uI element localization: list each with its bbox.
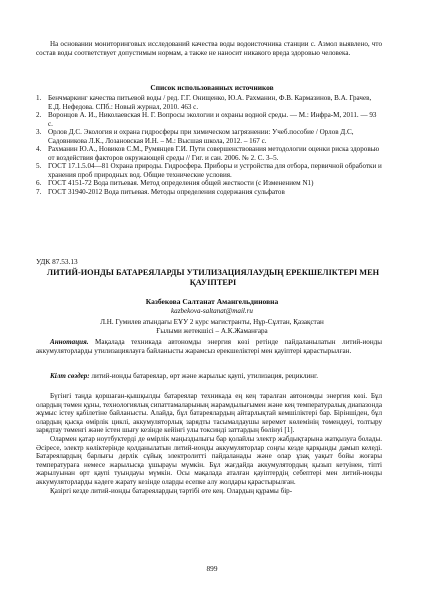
reference-text: Воронцов А. И., Николаевская Н. Г. Вопросы экологии и охраны водной среды. — М.: Инфра-М, 2011. — 93 с. xyxy=(48,111,377,128)
reference-item: 6. ГОСТ 4151-72 Вода питьевая. Метод определения общей жесткости (с Изменением N1) xyxy=(36,179,382,188)
udc-code: УДК 87.53.13 xyxy=(36,257,78,266)
abstract-label: Аннотация. xyxy=(50,338,89,346)
abstract-text: Мақалада техникада автономды энергия көзі ретінде пайдаланылатын литий-ионды аккумуляторларды утилизациялауға байланысты жарамсыз ерекшеліктері мен қауіптері қарастырылған. xyxy=(36,338,382,355)
affiliation-line: Л.Н. Гумилев атындағы ЕҰУ 2 курс магистранты, Нұр-Сұлтан, Қазақстан xyxy=(100,318,324,326)
keywords-paragraph xyxy=(36,372,382,381)
supervisor-line: Ғылыми жетекшісі – А.К.Жаманғара xyxy=(156,326,268,335)
keywords-label: Кілт сөздер: xyxy=(50,372,90,380)
article-title: ЛИТИЙ-ИОНДЫ БАТАРЕЯЛАРДЫ УТИЛИЗАЦИЯЛАУДЫҢ ЕРЕКШЕЛІКТЕРІ МЕН ҚАУІПТЕРІ xyxy=(46,268,380,287)
body-paragraph: Бүгінгі таңда қоршаған-қышқылды батареялар техникада ең кең таралған автономды энергия көзі. Бұл олардың төмен құны, технологиялық сипаттамаларының жарамдылығымен және кең температуралық диапазонда жұмыс істеу қабілетіне байланысты. Алайда, бұл батареялардың айтарлықтай кемшіліктері бар. Біріншіден, бұл олардың қысқа өмірлік циклі, аккумуляторлық зарядты тасымалдаушы керемет көлемінің төмендеуі, толтыру зарядтау төменгі және істен шығу кезінде кейінгі улы токсинді заттардың бөлінуі [1]. xyxy=(36,392,382,435)
reference-text: Бенчмаркинг качества питьевой воды / ред. Г.Г. Онищенко, Ю.А. Рахманин, Ф.В. Кармазинов, В.А. Грачев, Е.Д. Нефедова. СПб.: Новый журнал, 2010. 463 с. xyxy=(48,94,372,111)
reference-text: Орлов Д.С. Экология и охрана гидросферы при химическом загрязнении: Учеб.пособие / Орлов Д.С, Садовникова Л.К., Лозановская И.Н. – М.: Высшая школа, 2012. – 167 с. xyxy=(48,128,354,145)
reference-item: 1. Бенчмаркинг качества питьевой воды / ред. Г.Г. Онищенко, Ю.А. Рахманин, Ф.В. Кармазинов, В.А. Грачев, Е.Д. Нефедова. СПб.: Новый журнал, 2010. 463 с. xyxy=(36,94,382,111)
reference-text: ГОСТ 31940-2012 Вода питьевая. Методы определения содержания сульфатов xyxy=(48,188,285,197)
sources-title: Список использованных источников xyxy=(150,83,274,92)
reference-text: ГОСТ 17.1.5.04—81 Охрана природы. Гидросфера. Приборы и устройства для отбора, первичной обработки и хранения проб природных вод. Общие технические условия. xyxy=(48,162,382,179)
author-affiliation xyxy=(0,318,424,335)
reference-item: 3. Орлов Д.С. Экология и охрана гидросферы при химическом загрязнении: Учеб.пособие / Орлов Д.С, Садовникова Л.К., Лозановская И.Н. – М.: Высшая школа, 2012. – 167 с. xyxy=(36,128,382,145)
reference-text: Рахманин Ю.А., Новиков С.М., Румянцев Г.И. Пути совершенствования методологии оценки риска здоровью от воздействия факторов окружающей среды // Гиг. и сан. 2006. № 2. С. 3–5. xyxy=(48,145,380,162)
page-number: 899 xyxy=(206,564,218,573)
reference-item: 7. ГОСТ 31940-2012 Вода питьевая. Методы определения содержания сульфатов xyxy=(36,188,382,197)
reference-list xyxy=(36,94,382,197)
intro-paragraph: На основании мониторинговых исследований качества воды водоисточника станции с. Азмол выявлено, что состав воды соответствует допустимым нормам, а также не наносит никакого вреда здоровью человека. xyxy=(36,40,382,57)
reference-item: 4. Рахманин Ю.А., Новиков С.М., Румянцев Г.И. Пути совершенствования методологии оценки риска здоровью от воздействия факторов окружающей среды // Гиг. и сан. 2006. № 2. С. 3–5. xyxy=(36,145,382,162)
article-body xyxy=(36,392,382,495)
body-paragraph: Қазіргі кезде литий-ионды батареялардың тәртібі өте кең. Олардың құрамы бір- xyxy=(50,486,293,495)
reference-item: 5. ГОСТ 17.1.5.04—81 Охрана природы. Гидросфера. Приборы и устройства для отбора, первичной обработки и хранения проб природных вод. Общие технические условия. xyxy=(36,162,382,179)
reference-item: 2. Воронцов А. И., Николаевская Н. Г. Вопросы экологии и охраны водной среды. — М.: Инфра-М, 2011. — 93 с. xyxy=(36,111,382,128)
author-email[interactable]: kazbekova-saltanat@mail.ru xyxy=(171,307,253,315)
abstract-paragraph xyxy=(36,338,382,355)
author-name: Казбекова Салтанат Амангельдиновна xyxy=(145,297,279,306)
body-paragraph: Олармен қатар ноутбуктерді де өмірлік маңыздылығы бар қолайлы электр жабдықтарына жатқызуға болады. Әсіресе, электр көліктерінде қолданылатын литий-ионды аккумуляторлар соңғы кезде қарқынды дамып келеді. Батареялардың барлығы дерлік сұйық электролитті пайдаланады және олар ұзақ уақыт бойы жоғары температураға немесе жарылысқа ұшырауы мүмкін. Бұл жағдайда аккумулятордың қызып кетуінен, тіпті жарылуынан өрт қаупі туындауы мүмкін. Осы мақалада аталған қауіптердің себептері мен литий-ионды аккумуляторларды кәдеге жарату кезінде оларды есепке алу жолдары қарастырылған. xyxy=(36,434,382,486)
reference-text: ГОСТ 4151-72 Вода питьевая. Метод определения общей жесткости (с Изменением N1) xyxy=(48,179,314,188)
keywords-text: литий-ионды батареялар, өрт және жарылыс қаупі, утилизация, рециклинг. xyxy=(89,372,318,380)
